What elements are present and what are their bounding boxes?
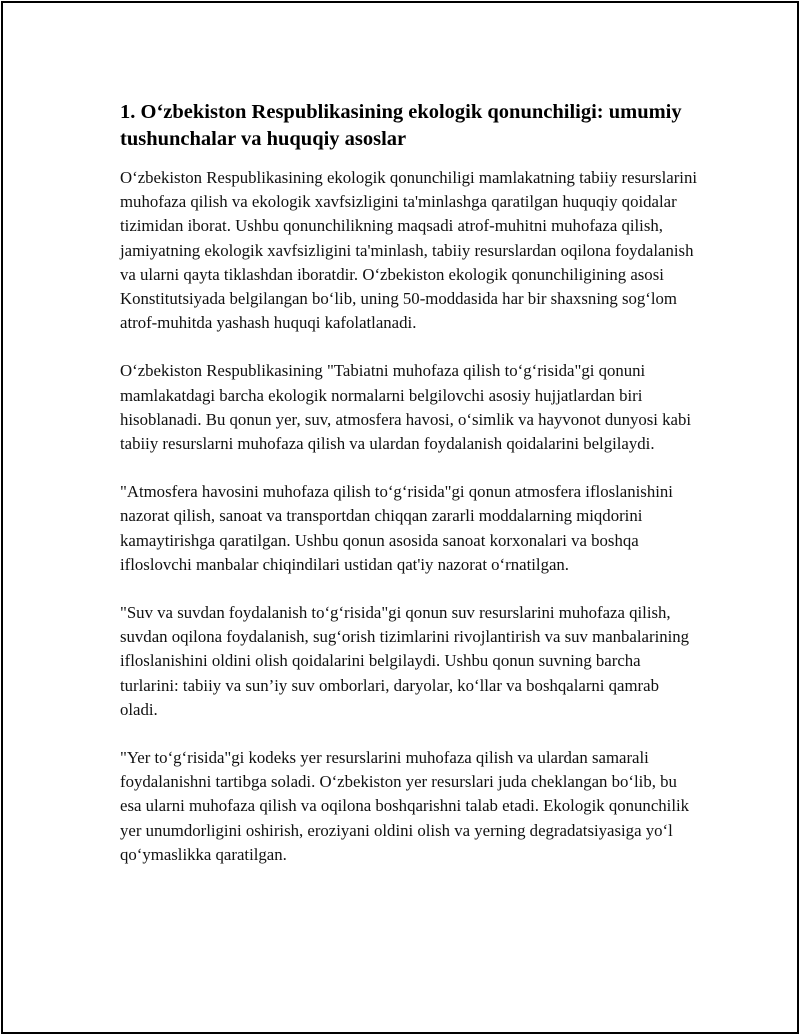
paragraph: O‘zbekiston Respublikasining "Tabiatni muhofaza qilish to‘g‘risida"gi qonuni mamlakatdagi barcha ekologik normalarni belgilovchi asosiy hujjatlardan biri hisoblanadi. Bu qonun yer, suv, atmosfera havosi, o‘simlik va hayvonot dunyosi kabi tabiiy resurslarni muhofaza qilish va ulardan foydalanish qoidalarini belgilaydi.: [120, 361, 692, 454]
document-body: [120, 99, 700, 891]
paragraph: O‘zbekiston Respublikasining ekologik qonunchiligi mamlakatning tabiiy resurslarini muhofaza qilish va ekologik xavfsizligini ta'minlashga qaratilgan huquqiy qoidalar tizimidan iborat. Ushbu qonunchilikning maqsadi atrof-muhitni muhofaza qilish, jamiyatning ekologik xavfsizligini ta'minlash, tabiiy resurslardan oqilona foydalanish va ularni qayta tiklashdan iboratdir. O‘zbekiston ekologik qonunchiligining asosi Konstitutsiyada belgilangan bo‘lib, uning 50-moddasida har bir shaxsning sog‘lom atrof-muhitda yashash huquqi kafolatlanadi.: [120, 168, 697, 333]
paragraph: "Yer to‘g‘risida"gi kodeks yer resurslarini muhofaza qilish va ulardan samarali foydalanishni tartibga soladi. O‘zbekiston yer resurslari juda cheklangan bo‘lib, bu esa ularni muhofaza qilish va oqilona boshqarishni talab etadi. Ekologik qonunchilik yer unumdorligini oshirish, eroziyani oldini olish va yerning degradatsiyasiga yo‘l qo‘ymaslikka qaratilgan.: [120, 748, 690, 864]
paragraph: "Suv va suvdan foydalanish to‘g‘risida"gi qonun suv resurslarini muhofaza qilish, suvdan oqilona foydalanish, sug‘orish tizimlarini rivojlantirish va suv manbalarining ifloslanishini oldini olish qoidalarini belgilaydi. Ushbu qonun suvning barcha turlarini: tabiiy va sun’iy suv omborlari, daryolar, ko‘llar va boshqalarni qamrab oladi.: [120, 603, 690, 719]
page-frame: [1, 1, 799, 1034]
paragraph: "Atmosfera havosini muhofaza qilish to‘g‘risida"gi qonun atmosfera ifloslanishini nazorat qilish, sanoat va transportdan chiqqan zararli moddalarning miqdorini kamaytirishga qaratilgan. Ushbu qonun asosida sanoat korxonalari va boshqa ifloslovchi manbalar chiqindilari ustidan qat'iy nazorat o‘rnatilgan.: [120, 482, 673, 574]
section-heading: 1. O‘zbekiston Respublikasining ekologik qonunchiligi: umumiy tushunchalar va huquqiy asoslar: [120, 101, 682, 150]
